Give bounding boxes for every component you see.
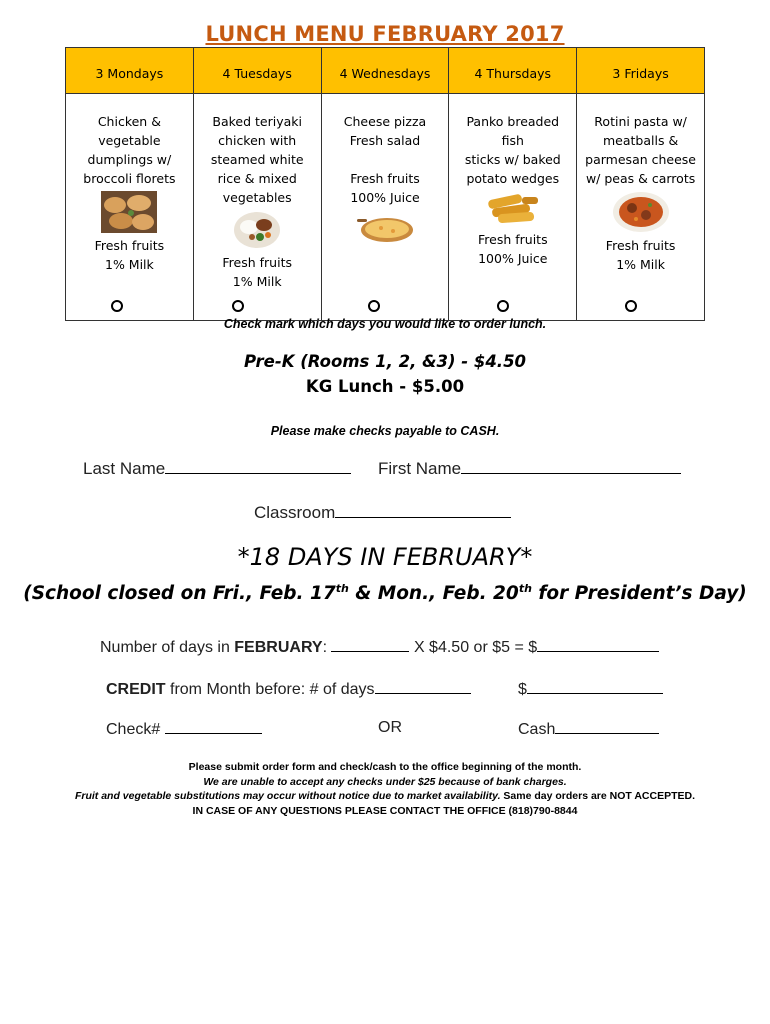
days-count-label: Number of days in <box>100 639 235 656</box>
days-count-month: FEBRUARY <box>234 639 323 656</box>
meal-line: potato wedges <box>466 171 560 186</box>
check-number-field <box>106 719 262 739</box>
header-fridays: 3 Fridays <box>577 48 705 94</box>
closed-note-sup: th <box>335 582 349 595</box>
meal-line: Baked teriyaki <box>212 114 302 129</box>
side-line: Fresh fruits <box>222 255 292 270</box>
last-name-field <box>83 459 351 479</box>
checkbox-tuesdays[interactable] <box>232 300 244 312</box>
check-number-input[interactable] <box>165 719 262 734</box>
side-line: 100% Juice <box>478 251 548 266</box>
pizza-image <box>355 210 415 244</box>
meal-line: parmesan cheese <box>585 152 696 167</box>
first-name-label: First Name <box>378 459 462 478</box>
meal-line: steamed white <box>210 152 304 167</box>
cash-input[interactable] <box>555 719 659 734</box>
meal-line: Chicken & <box>97 114 161 129</box>
menu-cell-monday <box>66 94 194 321</box>
side-line: Fresh fruits <box>94 238 165 253</box>
header-tuesdays: 4 Tuesdays <box>193 48 321 94</box>
meal-line: vegetables <box>222 190 292 205</box>
note-substitutions-italic: Fruit and vegetable substitutions may occur without notice due to market availability. <box>74 790 501 802</box>
days-count-row <box>100 637 659 657</box>
check-number-label: Check# <box>106 721 161 738</box>
credit-amount-input[interactable] <box>527 679 663 694</box>
side-line: Fresh fruits <box>477 232 548 247</box>
menu-header-row <box>66 48 705 94</box>
multiplier-label: X $4.50 or $5 = $ <box>413 639 538 656</box>
or-label: OR <box>378 719 402 736</box>
credit-amount-field <box>518 679 663 699</box>
first-name-field <box>378 459 681 479</box>
closed-note-part: & Mon., Feb. 20 <box>348 583 519 605</box>
closed-note-sup: th <box>518 582 532 595</box>
meal-line: Cheese pizza <box>343 114 427 129</box>
menu-cell-tuesday <box>193 94 321 321</box>
classroom-input[interactable] <box>335 503 511 518</box>
side-line: Fresh fruits <box>605 238 676 253</box>
day-checkboxes <box>0 298 770 314</box>
days-count-colon: : <box>322 639 328 656</box>
last-name-label: Last Name <box>83 459 166 478</box>
credit-row <box>106 679 471 699</box>
teriyaki-bowl-image <box>232 210 282 250</box>
closed-note-part: for President’s Day) <box>531 583 747 605</box>
meal-line: Panko breaded fish <box>466 114 560 148</box>
checkbox-wednesdays[interactable] <box>368 300 380 312</box>
credit-label: from Month before: # of days <box>165 681 375 698</box>
pasta-image <box>612 191 670 233</box>
credit-dollar-label: $ <box>518 681 527 698</box>
meal-line: Fresh salad <box>349 133 421 148</box>
meal-line: broccoli florets <box>83 171 176 186</box>
meal-line: meatballs & <box>602 133 679 148</box>
days-count-input[interactable] <box>331 637 409 652</box>
cash-field <box>518 719 659 739</box>
credit-days-input[interactable] <box>375 679 471 694</box>
meal-line: rice & mixed <box>217 171 297 186</box>
total-amount-input[interactable] <box>537 637 659 652</box>
header-mondays: 3 Mondays <box>66 48 194 94</box>
classroom-field <box>254 503 511 523</box>
checkbox-fridays[interactable] <box>625 300 637 312</box>
menu-cell-friday <box>577 94 705 321</box>
meal-line: chicken with <box>218 133 297 148</box>
note-substitutions <box>0 789 770 804</box>
last-name-input[interactable] <box>165 459 351 474</box>
prek-price: Pre-K (Rooms 1, 2, &3) - $4.50 <box>243 352 527 371</box>
menu-cell-thursday <box>449 94 577 321</box>
footer-notes <box>0 760 770 818</box>
side-line: 1% Milk <box>616 257 665 272</box>
side-line: 1% Milk <box>232 274 282 289</box>
classroom-label: Classroom <box>254 503 336 522</box>
closed-note-part: (School closed on Fri., Feb. 17 <box>23 583 336 605</box>
meal-line: vegetable <box>98 133 161 148</box>
cash-label: Cash <box>518 721 556 738</box>
check-instruction: Check mark which days you would like to order lunch. <box>223 317 547 331</box>
checkbox-mondays[interactable] <box>111 300 123 312</box>
header-wednesdays: 4 Wednesdays <box>321 48 449 94</box>
checkbox-thursdays[interactable] <box>497 300 509 312</box>
payable-note: Please make checks payable to CASH. <box>270 424 500 438</box>
note-same-day: Same day orders are NOT ACCEPTED. <box>500 790 696 802</box>
page-title: LUNCH MENU FEBRUARY 2017 <box>205 22 565 46</box>
meal-line: Rotini pasta w/ <box>594 114 687 129</box>
credit-label-bold: CREDIT <box>106 681 166 698</box>
kg-price: KG Lunch - $5.00 <box>305 377 465 396</box>
days-heading: *18 DAYS IN FEBRUARY* <box>237 543 533 571</box>
dumplings-image <box>101 191 157 233</box>
note-submit: Please submit order form and check/cash to the office beginning of the month. <box>188 761 582 773</box>
side-line: Fresh fruits <box>350 171 420 186</box>
note-checks: We are unable to accept any checks under $25 because of bank charges. <box>203 775 567 788</box>
first-name-input[interactable] <box>461 459 681 474</box>
side-line: 1% Milk <box>105 257 154 272</box>
side-line: 100% Juice <box>350 190 420 205</box>
lunch-menu-table <box>65 47 705 321</box>
meal-line: dumplings w/ <box>87 152 172 167</box>
fish-sticks-image <box>482 191 544 227</box>
header-thursdays: 4 Thursdays <box>449 48 577 94</box>
meal-line: sticks w/ baked <box>464 152 561 167</box>
meal-line: w/ peas & carrots <box>585 171 696 186</box>
note-contact: IN CASE OF ANY QUESTIONS PLEASE CONTACT THE OFFICE (818)790-8844 <box>192 804 578 817</box>
menu-cell-wednesday <box>321 94 449 321</box>
menu-body-row <box>66 94 705 321</box>
school-closed-note <box>0 582 770 604</box>
